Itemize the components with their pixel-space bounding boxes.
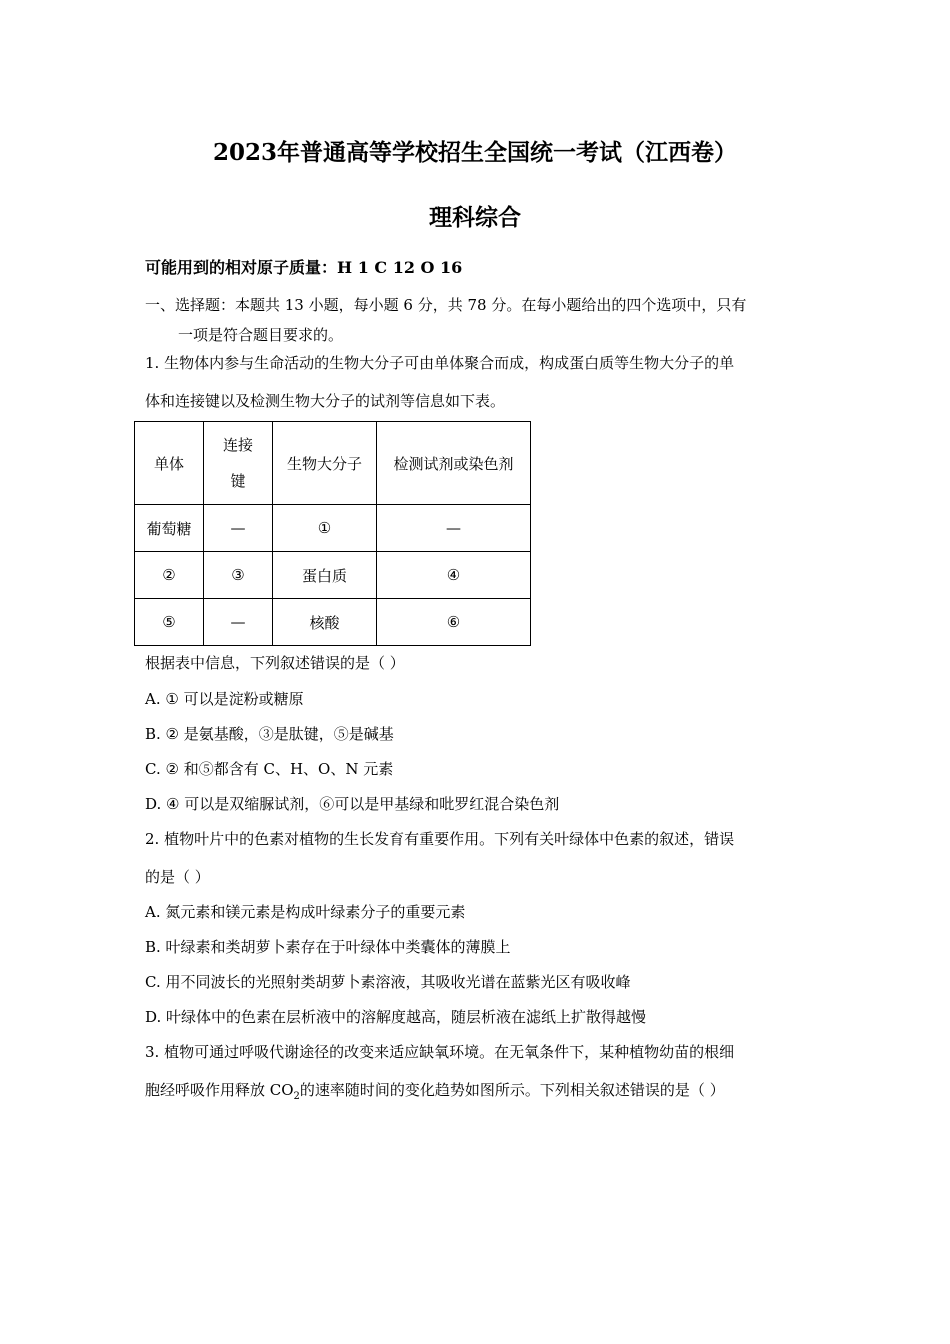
table-cell: ③ bbox=[204, 552, 273, 599]
table-cell: ④ bbox=[377, 552, 531, 599]
table-cell: ① bbox=[273, 505, 377, 552]
table-header-cell: 生物大分子 bbox=[273, 422, 377, 505]
table-header-text: 连接 bbox=[222, 436, 253, 454]
q2-option-a: A. 氮元素和镁元素是构成叶绿素分子的重要元素 bbox=[145, 903, 466, 921]
table-header-row bbox=[135, 422, 531, 505]
exam-title: 2023年普通高等学校招生全国统一考试（江西卷） bbox=[212, 139, 737, 166]
table-cell: — bbox=[204, 599, 273, 646]
q3-stem-text: 的速率随时间的变化趋势如图所示。下列相关叙述错误的是（ ） bbox=[299, 1081, 725, 1099]
q1-stem-line1: 1. 生物体内参与生命活动的生物大分子可由单体聚合而成，构成蛋白质等生物大分子的单 bbox=[145, 354, 735, 372]
table-cell: 葡萄糖 bbox=[135, 505, 204, 552]
q1-info-table bbox=[134, 421, 531, 646]
section-heading-line1: 一、选择题：本题共 13 小题，每小题 6 分，共 78 分。在每小题给出的四个选项中，只有 bbox=[145, 296, 747, 314]
table-header-text: 键 bbox=[230, 472, 246, 490]
q3-stem-line1: 3. 植物可通过呼吸代谢途径的改变来适应缺氧环境。在无氧条件下，某种植物幼苗的根细 bbox=[145, 1043, 735, 1061]
q1-option-a: A. ① 可以是淀粉或糖原 bbox=[145, 690, 304, 708]
q2-option-b: B. 叶绿素和类胡萝卜素存在于叶绿体中类囊体的薄膜上 bbox=[145, 938, 511, 956]
q2-option-d: D. 叶绿体中的色素在层析液中的溶解度越高，随层析液在滤纸上扩散得越慢 bbox=[145, 1008, 647, 1026]
table-cell: — bbox=[204, 505, 273, 552]
q1-prompt: 根据表中信息，下列叙述错误的是（ ） bbox=[145, 654, 405, 672]
atomic-mass-note: 可能用到的相对原子质量：H 1 C 12 O 16 bbox=[145, 258, 463, 277]
table-row bbox=[135, 552, 531, 599]
table-cell: 核酸 bbox=[273, 599, 377, 646]
table-cell: ② bbox=[135, 552, 204, 599]
table-cell: 蛋白质 bbox=[273, 552, 377, 599]
table-cell: ⑥ bbox=[377, 599, 531, 646]
table-header-cell bbox=[204, 422, 273, 505]
section-heading-line2: 一项是符合题目要求的。 bbox=[178, 326, 344, 344]
q1-option-b: B. ② 是氨基酸，③是肽键，⑤是碱基 bbox=[145, 725, 394, 743]
q3-subscript: 2 bbox=[293, 1091, 300, 1102]
q2-stem-line1: 2. 植物叶片中的色素对植物的生长发育有重要作用。下列有关叶绿体中色素的叙述，错误 bbox=[145, 830, 735, 848]
q3-stem-line2 bbox=[145, 1080, 725, 1107]
table-cell: ⑤ bbox=[135, 599, 204, 646]
q3-stem-text: 胞经呼吸作用释放 CO bbox=[145, 1081, 294, 1099]
q1-option-d: D. ④ 可以是双缩脲试剂，⑥可以是甲基绿和吡罗红混合染色剂 bbox=[145, 795, 560, 813]
table-header-cell: 检测试剂或染色剂 bbox=[377, 422, 531, 505]
q2-stem-line2: 的是（ ） bbox=[145, 868, 210, 886]
table-row bbox=[135, 599, 531, 646]
q1-stem-line2: 体和连接键以及检测生物大分子的试剂等信息如下表。 bbox=[145, 392, 506, 410]
q2-option-c: C. 用不同波长的光照射类胡萝卜素溶液，其吸收光谱在蓝紫光区有吸收峰 bbox=[145, 973, 631, 991]
table-cell: — bbox=[377, 505, 531, 552]
table-row bbox=[135, 505, 531, 552]
table-header-cell: 单体 bbox=[135, 422, 204, 505]
exam-subtitle: 理科综合 bbox=[429, 204, 521, 231]
q1-option-c: C. ② 和⑤都含有 C、H、O、N 元素 bbox=[145, 760, 394, 778]
